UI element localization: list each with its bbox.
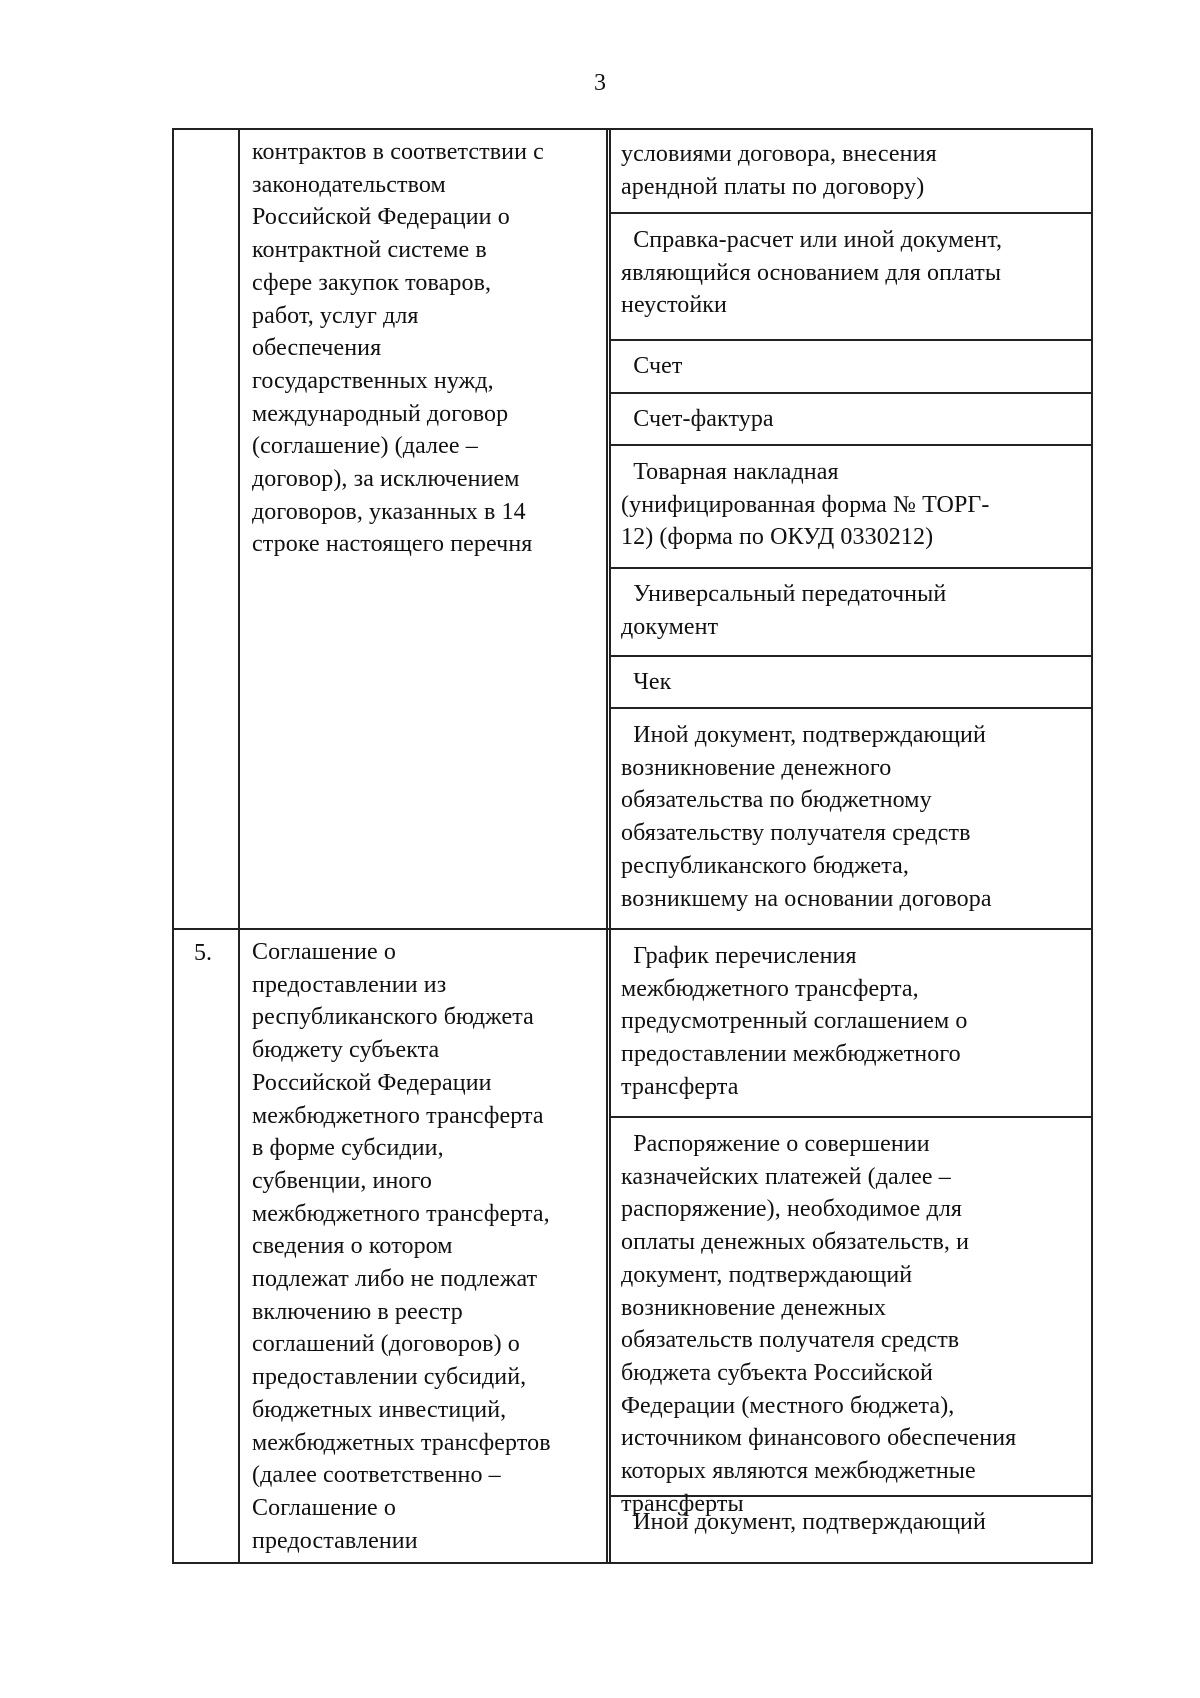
- document-line: Федерации (местного бюджета),: [621, 1392, 955, 1419]
- document-line: обязательства по бюджетному: [621, 787, 932, 814]
- document-line: Чек: [621, 669, 672, 695]
- document-line: (унифицированная форма № ТОРГ-: [621, 491, 990, 518]
- document-line: Распоряжение о совершении: [621, 1131, 930, 1157]
- basis-line: соглашений (договоров) о: [252, 1331, 520, 1358]
- basis-line: государственных нужд,: [252, 367, 494, 394]
- document-line: оплаты денежных обязательств, и: [621, 1229, 970, 1256]
- row-separator: [172, 928, 1093, 930]
- row5-basis-text: [252, 936, 551, 1557]
- doc-separator: [609, 339, 1093, 341]
- document-line: казначейских платежей (далее –: [621, 1163, 951, 1190]
- basis-line: бюджету субъекта: [252, 1037, 440, 1064]
- column-divider-number: [238, 128, 240, 1564]
- document-line: документ, подтверждающий: [621, 1261, 913, 1288]
- basis-line: обеспечения: [252, 335, 382, 362]
- row5-doc-1: [621, 1128, 1016, 1520]
- document-line: Счет: [621, 353, 683, 379]
- document-line: являющийся основанием для оплаты: [621, 259, 1002, 286]
- doc-separator: [609, 212, 1093, 214]
- basis-line: контрактной системе в: [252, 237, 487, 264]
- document-line: обязательств получателя средств: [621, 1327, 960, 1354]
- document-line: документ: [621, 613, 719, 640]
- doc-separator: [609, 392, 1093, 394]
- row4-doc-1: [621, 224, 1002, 322]
- doc-separator: [609, 707, 1093, 709]
- document-line: возникновение денежных: [621, 1294, 887, 1321]
- basis-line: работ, услуг для: [252, 302, 419, 329]
- row5-doc-0: [621, 940, 967, 1104]
- basis-line: межбюджетных трансфертов: [252, 1429, 551, 1456]
- document-line: Справка-расчет или иной документ,: [621, 227, 1003, 253]
- doc-separator: [609, 1116, 1093, 1118]
- basis-line: законодательством: [252, 171, 446, 198]
- table-border-top: [172, 128, 1093, 130]
- document-line: условиями договора, внесения: [621, 141, 937, 167]
- document-line: трансферта: [621, 1073, 739, 1100]
- basis-line: сведения о котором: [252, 1233, 453, 1260]
- row5-doc-2: [621, 1506, 986, 1539]
- document-line: Иной документ, подтверждающий: [621, 1509, 986, 1535]
- basis-line: контрактов в соответствии с: [252, 139, 544, 165]
- documents-table: [172, 128, 1093, 1564]
- document-line: График перечисления: [621, 943, 857, 969]
- basis-line: строке настоящего перечня: [252, 531, 533, 558]
- row4-doc-7: [621, 719, 992, 915]
- row4-basis-text: [252, 136, 544, 561]
- basis-line: (соглашение) (далее –: [252, 433, 478, 460]
- document-line: которых являются межбюджетные: [621, 1458, 976, 1485]
- basis-line: субвенции, иного: [252, 1167, 432, 1194]
- basis-line: договоров, указанных в 14: [252, 498, 526, 525]
- column-divider-basis: [606, 128, 608, 1564]
- basis-line: (далее соответственно –: [252, 1462, 501, 1489]
- basis-line: международный договор: [252, 400, 509, 427]
- row4-doc-3: [621, 403, 774, 436]
- row-number: 5.: [194, 940, 212, 966]
- page-number: 3: [594, 70, 606, 96]
- document-line: 12) (форма по ОКУД 0330212): [621, 524, 934, 551]
- basis-line: Соглашение о: [252, 939, 396, 965]
- document-line: распоряжение), необходимое для: [621, 1196, 963, 1223]
- document-line: обязательству получателя средств: [621, 820, 971, 847]
- table-border-left: [172, 128, 174, 1564]
- doc-separator: [609, 444, 1093, 446]
- document-line: предусмотренный соглашением о: [621, 1008, 968, 1035]
- basis-line: Российской Федерации о: [252, 204, 510, 231]
- basis-line: предоставлении субсидий,: [252, 1364, 527, 1391]
- document-line: бюджета субъекта Российской: [621, 1359, 933, 1386]
- document-line: Универсальный передаточный: [621, 581, 947, 607]
- basis-line: сфере закупок товаров,: [252, 269, 492, 296]
- basis-line: договор), за исключением: [252, 466, 520, 493]
- document-line: источником финансового обеспечения: [621, 1425, 1017, 1452]
- row4-doc-6: [621, 666, 671, 699]
- document-line: трансферты: [621, 1490, 744, 1517]
- document-line: Иной документ, подтверждающий: [621, 722, 986, 748]
- basis-line: Соглашение о: [252, 1494, 396, 1521]
- document-line: Товарная накладная: [621, 459, 839, 485]
- row4-doc-4: [621, 456, 989, 554]
- basis-line: подлежат либо не подлежат: [252, 1266, 538, 1293]
- doc-separator: [609, 567, 1093, 569]
- basis-line: предоставлении: [252, 1527, 418, 1554]
- row4-doc-5: [621, 578, 946, 643]
- column-divider-documents: [609, 128, 611, 1564]
- document-line: Счет-фактура: [621, 406, 774, 432]
- document-line: возникновение денежного: [621, 754, 892, 781]
- basis-line: Российской Федерации: [252, 1069, 492, 1096]
- basis-line: межбюджетного трансферта,: [252, 1200, 550, 1227]
- basis-line: бюджетных инвестиций,: [252, 1396, 507, 1423]
- document-line: арендной платы по договору): [621, 173, 925, 200]
- document-line: республиканского бюджета,: [621, 852, 909, 879]
- table-border-right: [1091, 128, 1093, 1564]
- row4-doc-0: [621, 138, 937, 203]
- basis-line: республиканского бюджета: [252, 1004, 534, 1031]
- doc-separator: [609, 655, 1093, 657]
- document-line: неустойки: [621, 292, 727, 319]
- table-border-bottom: [172, 1562, 1093, 1564]
- basis-line: включению в реестр: [252, 1298, 463, 1325]
- basis-line: в форме субсидии,: [252, 1135, 444, 1162]
- document-line: межбюджетного трансферта,: [621, 975, 919, 1002]
- basis-line: межбюджетного трансферта: [252, 1102, 544, 1129]
- row4-doc-2: [621, 350, 683, 383]
- document-line: предоставлении межбюджетного: [621, 1041, 961, 1068]
- document-line: возникшему на основании договора: [621, 885, 992, 912]
- basis-line: предоставлении из: [252, 971, 447, 998]
